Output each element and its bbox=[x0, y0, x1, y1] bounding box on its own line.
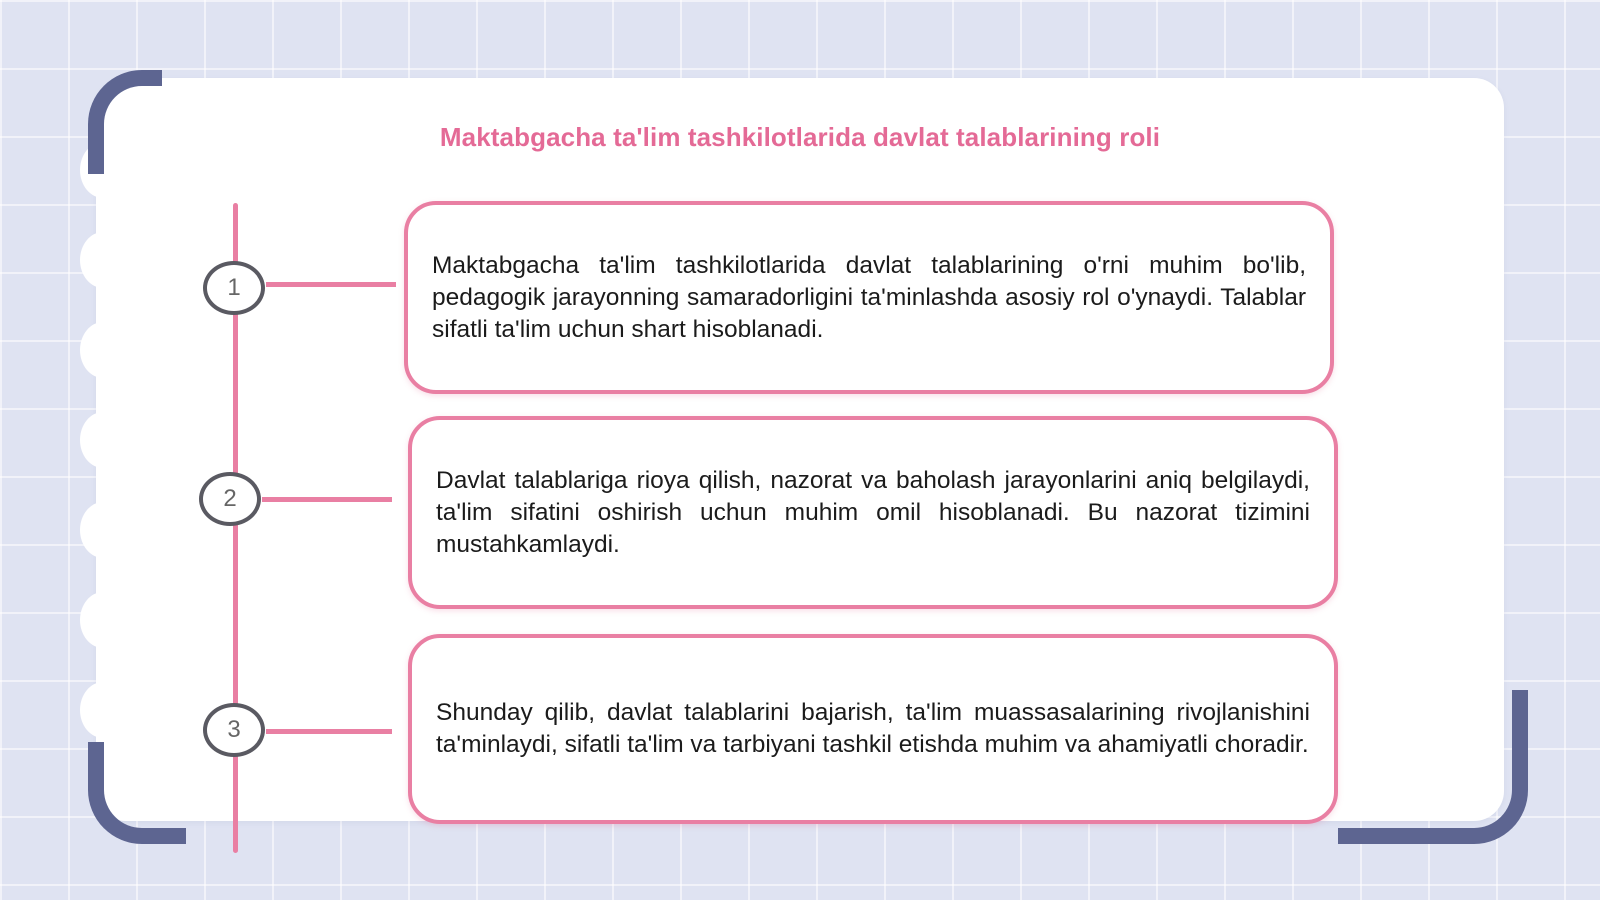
card-text: Shunday qilib, davlat talablarini bajarish, ta'lim muassasalarining rivojlanishini ta'minlaydi, sifatli ta'lim va tarbiyani tashkil etishda muhim va ahamiyatli choradir. bbox=[436, 699, 1310, 758]
step-number-2: 2 bbox=[199, 472, 261, 526]
step-number-1: 1 bbox=[203, 261, 265, 315]
connector-line bbox=[262, 497, 392, 502]
step-number-3: 3 bbox=[203, 703, 265, 757]
corner-bracket-top-left bbox=[88, 70, 162, 174]
paper-scallop bbox=[80, 502, 126, 558]
corner-bracket-bottom-left bbox=[88, 742, 186, 844]
connector-line bbox=[266, 282, 396, 287]
card-2 bbox=[408, 416, 1338, 609]
card-text: Davlat talablariga rioya qilish, nazorat va baholash jarayonlarini aniq belgilaydi, ta'lim sifatini oshirish uchun muhim omil hisoblanadi. Bu nazorat tizimini mustahkamlaydi. bbox=[436, 466, 1310, 558]
paper-scallop bbox=[80, 232, 126, 288]
connector-line bbox=[266, 729, 392, 734]
card-text: Maktabgacha ta'lim tashkilotlarida davlat talablarining o'rni muhim bo'lib, pedagogik jarayonning samaradorligini ta'minlashda asosiy rol o'ynaydi. Talablar sifatli ta'lim uchun shart hisoblanadi. bbox=[432, 251, 1306, 343]
paper-scallop bbox=[80, 322, 126, 378]
card-3 bbox=[408, 634, 1338, 824]
slide-title: Maktabgacha ta'lim tashkilotlarida davlat talablarining roli bbox=[439, 122, 1161, 152]
corner-bracket-bottom-right bbox=[1338, 690, 1528, 844]
paper-scallop bbox=[80, 592, 126, 648]
paper-scallop bbox=[80, 412, 126, 468]
paper-scallop bbox=[80, 682, 126, 738]
card-1 bbox=[404, 201, 1334, 394]
